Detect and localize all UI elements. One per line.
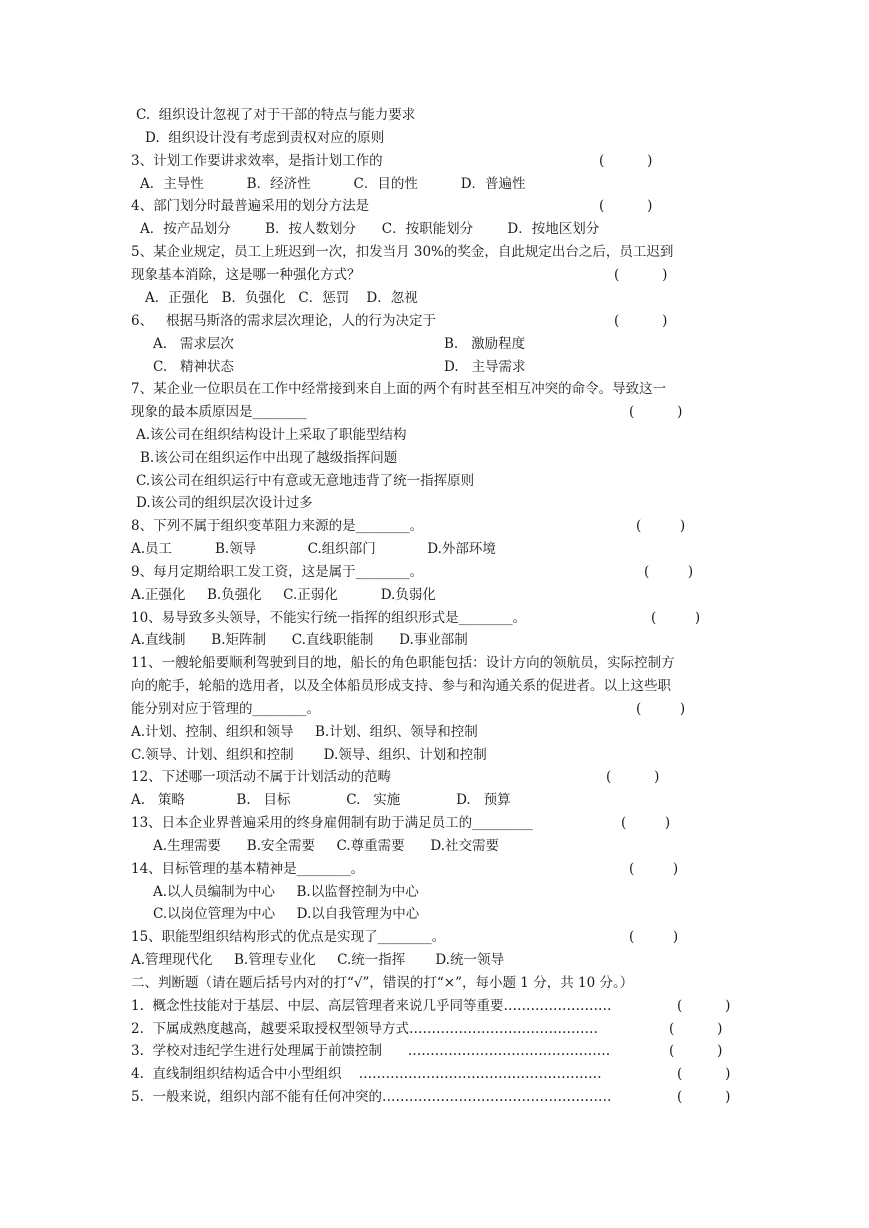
answer-bracket-j3[interactable]: ( ) — [669, 1043, 723, 1059]
answer-bracket-q10[interactable]: ( ) — [651, 610, 701, 626]
question-9-options: A.正强化 B.负强化 C.正弱化 D.负弱化 — [131, 587, 436, 603]
answer-bracket-q3[interactable]: ( ) — [599, 153, 653, 169]
q2-option-d: D. 组织设计没有考虑到责权对应的原则 — [145, 130, 385, 146]
question-6-option-c: C. 精神状态 — [153, 359, 235, 375]
question-6-option-d: D. 主导需求 — [444, 359, 526, 375]
question-13: 13、日本企业界普遍采用的终身雇佣制有助于满足员工的_________ — [131, 815, 533, 831]
answer-bracket-q14[interactable]: ( ) — [629, 861, 679, 877]
answer-bracket-q11[interactable]: ( ) — [636, 701, 686, 717]
judgment-3: 3. 学校对违纪学生进行处理属于前馈控制 ……………………………………… — [131, 1043, 611, 1059]
question-7-option-b: B.该公司在组织运作中出现了越级指挥问题 — [140, 450, 398, 466]
question-5-line-2: 现象基本消除，这是哪一种强化方式？ — [131, 267, 361, 283]
section-2-heading: 二、判断题（请在题后括号内对的打“√”，错误的打“×”，每小题 1 分，共 10 分。） — [131, 975, 634, 991]
question-4-options: A．按产品划分 B．按人数划分 C．按职能划分 D．按地区划分 — [140, 221, 600, 237]
question-10-options: A.直线制 B.矩阵制 C.直线职能制 D.事业部制 — [131, 632, 468, 648]
answer-bracket-q4[interactable]: ( ) — [599, 198, 653, 214]
judgment-2: 2. 下属成熟度越高，越要采取授权型领导方式…………………………………… — [131, 1021, 598, 1037]
question-12: 12、下述哪一项活动不属于计划活动的范畴 — [131, 769, 392, 785]
answer-bracket-j1[interactable]: ( ) — [677, 998, 731, 1014]
question-11-line-2: 向的舵手，轮船的选用者，以及全体船员形成支持、参与和沟通关系的促进者。以上这些职 — [131, 678, 671, 694]
question-6-option-a: A. 需求层次 — [153, 336, 234, 352]
question-11-line-3: 能分别对应于管理的________。 — [131, 701, 320, 717]
question-14: 14、目标管理的基本精神是________。 — [131, 861, 365, 877]
judgment-4: 4. 直线制组织结构适合中小型组织 ……………………………………………… — [131, 1066, 602, 1082]
answer-bracket-j4[interactable]: ( ) — [677, 1066, 731, 1082]
question-5-options: A．正强化 B．负强化 C．惩罚 D．忽视 — [145, 290, 418, 306]
answer-bracket-q7[interactable]: ( ) — [629, 404, 683, 420]
question-7-option-a: A.该公司在组织结构设计上采取了职能型结构 — [136, 427, 407, 443]
answer-bracket-q8[interactable]: ( ) — [636, 518, 686, 534]
answer-bracket-q5[interactable]: ( ) — [614, 267, 668, 283]
question-8-options: A.员工 B.领导 C.组织部门 D.外部环境 — [131, 541, 496, 557]
q2-option-c: C. 组织设计忽视了对于干部的特点与能力要求 — [136, 107, 416, 123]
judgment-5: 5. 一般来说，组织内部不能有任何冲突的…………………………………………… — [131, 1089, 612, 1105]
question-8: 8、下列不属于组织变革阻力来源的是________。 — [131, 518, 424, 534]
answer-bracket-q13[interactable]: ( ) — [621, 815, 671, 831]
answer-bracket-q9[interactable]: ( ) — [644, 564, 694, 580]
question-9: 9、每月定期给职工发工资，这是属于________。 — [131, 564, 424, 580]
question-4: 4、部门划分时最普遍采用的划分方法是 — [131, 198, 370, 214]
answer-bracket-j2[interactable]: ( ) — [669, 1021, 723, 1037]
answer-bracket-q15[interactable]: ( ) — [629, 929, 679, 945]
answer-bracket-j5[interactable]: ( ) — [677, 1089, 731, 1105]
question-7-option-d: D.该公司的组织层次设计过多 — [136, 495, 313, 511]
question-6: 6、 根据马斯洛的需求层次理论，人的行为决定于 — [131, 313, 436, 329]
question-10: 10、易导致多头领导，不能实行统一指挥的组织形式是________。 — [131, 610, 527, 626]
question-14-options-ab: A.以人员编制为中心 B.以监督控制为中心 — [153, 884, 419, 900]
question-6-option-b: B. 激励程度 — [444, 336, 526, 352]
answer-bracket-q6[interactable]: ( ) — [614, 313, 668, 329]
question-7-option-c: C.该公司在组织运行中有意或无意地违背了统一指挥原则 — [136, 473, 475, 489]
judgment-1: 1. 概念性技能对于基层、中层、高层管理者来说几乎同等重要…………………… — [131, 998, 612, 1014]
question-14-options-cd: C.以岗位管理为中心 D.以自我管理为中心 — [153, 906, 420, 922]
question-11-options-cd: C.领导、计划、组织和控制 D.领导、组织、计划和控制 — [131, 747, 487, 763]
question-7-line-1: 7、某企业一位职员在工作中经常接到来自上面的两个有时甚至相互冲突的命令。导致这一 — [131, 381, 667, 397]
question-13-options: A.生理需要 B.安全需要 C.尊重需要 D.社交需要 — [153, 838, 499, 854]
answer-bracket-q12[interactable]: ( ) — [606, 769, 660, 785]
question-11-options-ab: A.计划、控制、组织和领导 B.计划、组织、领导和控制 — [131, 724, 478, 740]
question-5-line-1: 5、某企业规定，员工上班迟到一次，扣发当月 30%的奖金，自此规定出台之后，员工迟到 — [131, 244, 674, 260]
question-7-line-2: 现象的最本质原因是________ — [131, 404, 307, 420]
question-3: 3、计划工作要讲求效率，是指计划工作的 — [131, 153, 383, 169]
question-12-options: A. 策略 B. 目标 C. 实施 D. 预算 — [131, 792, 511, 808]
question-11-line-1: 11、一艘轮船要顺利驾驶到目的地，船长的角色职能包括：设计方向的领航员，实际控制方 — [131, 655, 675, 671]
question-3-options: A．主导性 B．经济性 C．目的性 D．普遍性 — [140, 176, 526, 192]
question-15-options: A.管理现代化 B.管理专业化 C.统一指挥 D.统一领导 — [131, 952, 504, 968]
question-15: 15、职能型组织结构形式的优点是实现了________。 — [131, 929, 446, 945]
